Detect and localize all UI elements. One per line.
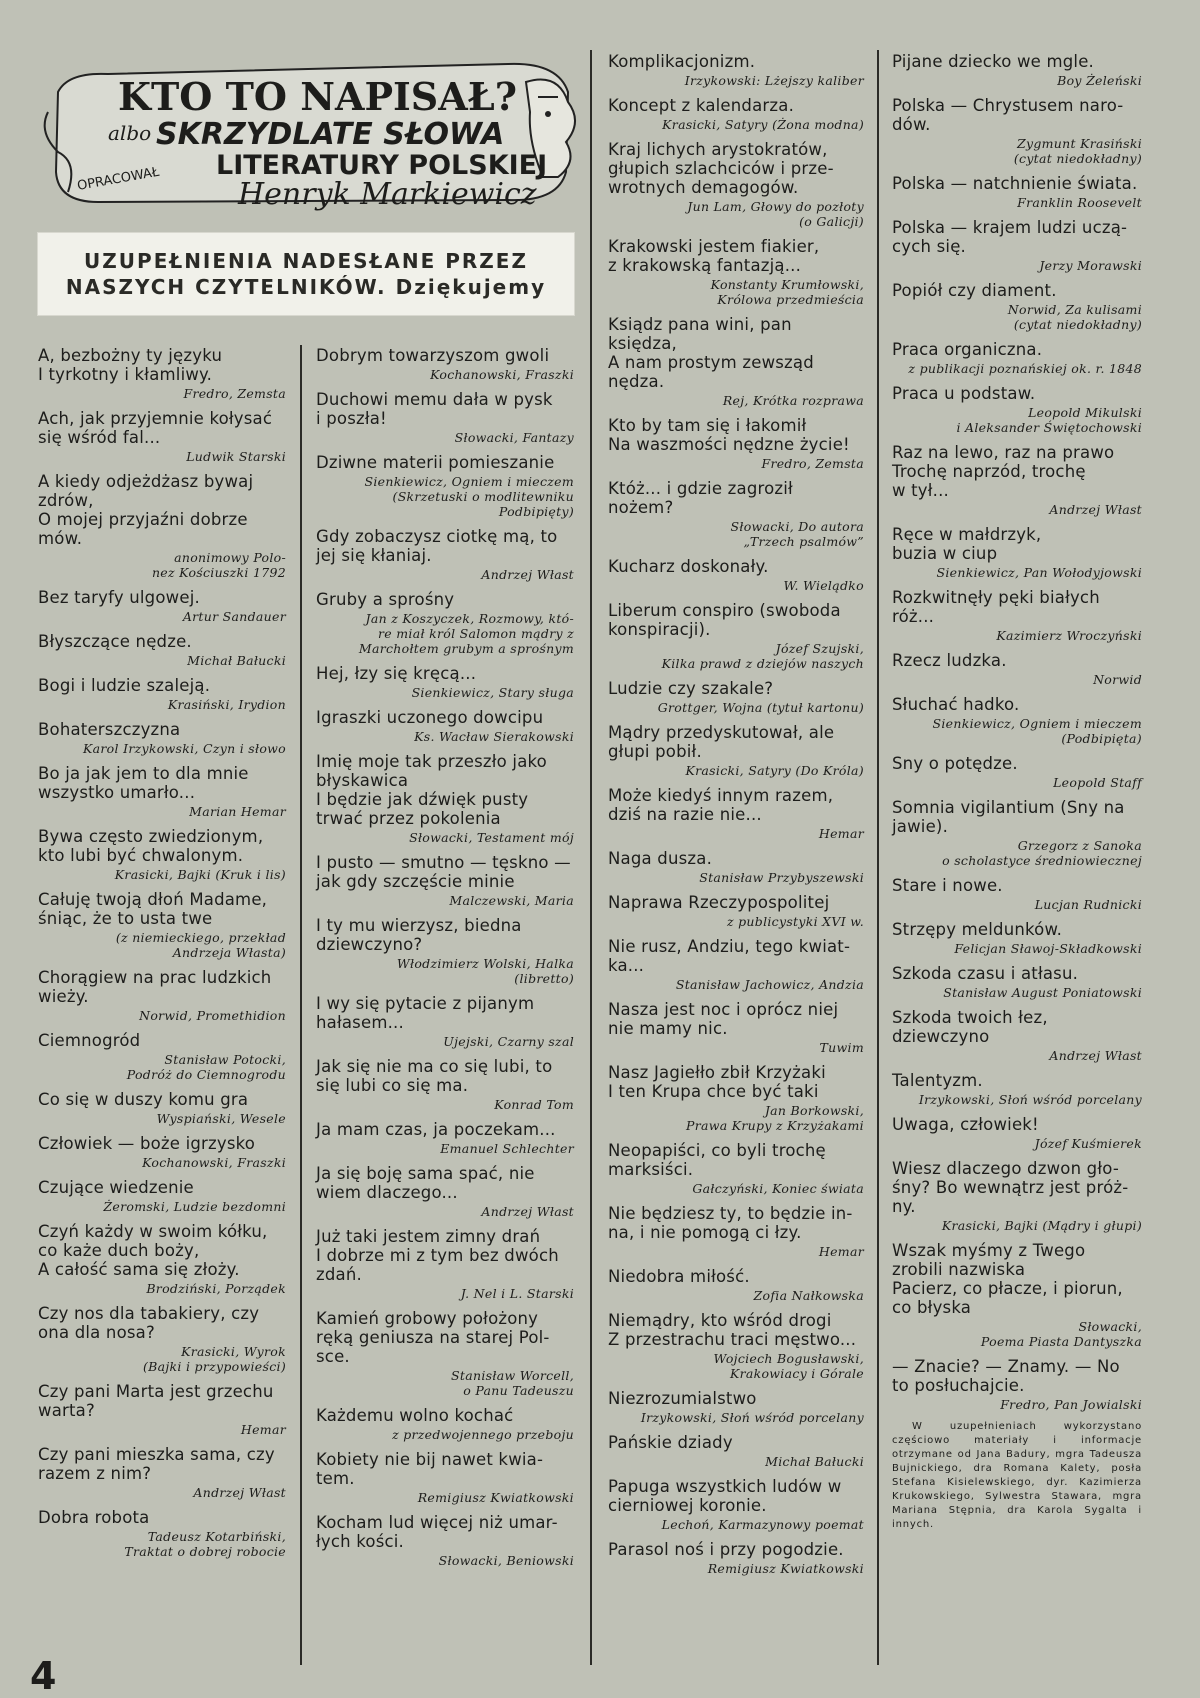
quote-attribution: Sienkiewicz, Stary sługa [411,685,574,700]
quote-text: A, bezbożny ty języku I tyrkotny i kłamliwy. [38,346,223,384]
quote-entry [316,1120,574,1156]
quote-attribution: Malczewski, Maria [449,893,574,908]
quote-entry [608,1000,864,1055]
column-4 [892,52,1142,1532]
quote-attribution: Fredro, Zemsta [761,456,864,471]
quote-text: Niemądry, kto wśród drogi Z przestrachu traci męstwo... [608,1311,857,1349]
quote-attribution: W. Wielądko [783,578,864,593]
quote-entry [892,798,1142,868]
quote-entry [892,443,1142,517]
quote-attribution: Andrzej Włast [1049,502,1142,517]
quote-attribution: Ludwik Starski [186,449,286,464]
quote-text: Hej, łzy się kręcą... [316,664,477,683]
quote-entry [316,1450,574,1505]
quote-text: Błyszczące nędze. [38,632,192,651]
quote-attribution: Krasicki, Bajki (Mądry i głupi) [941,1218,1142,1233]
quote-entry [38,1090,286,1126]
quote-entry [608,893,864,929]
quote-attribution: Stanisław Jachowicz, Andzia [675,977,864,992]
quote-entry [608,1267,864,1303]
quote-attribution: Andrzej Włast [481,567,574,582]
quote-entry [892,340,1142,376]
quote-entry [608,1063,864,1133]
quote-text: I wy się pytacie z pijanym hałasem... [316,994,535,1032]
quote-entry [892,96,1142,166]
notice-line1: UZUPEŁNIENIA NADESŁANE PRZEZ [84,249,528,273]
quote-entry [608,849,864,885]
quote-entry [38,1134,286,1170]
supplement-notice [38,233,574,315]
quote-text: Może kiedyś innym razem, dziś na razie nie... [608,786,834,824]
quote-text: Nie będziesz ty, to będzie in- na, i nie pomogą ci łzy. [608,1204,853,1242]
quote-attribution: Konstanty Krumłowski, Królowa przedmieścia [710,277,864,307]
quote-text: Czujące wiedzenie [38,1178,194,1197]
quote-entry [316,390,574,445]
quote-entry [608,140,864,229]
column-rule [590,50,592,1665]
quote-attribution: Hemar [818,826,864,841]
title-line3: LITERATURY POLSKIEJ [216,150,548,181]
quote-entry [892,1357,1142,1412]
notice-line2: NASZYCH CZYTELNIKÓW. Dziękujemy [65,275,547,299]
quote-text: Parasol noś i przy pogodzie. [608,1540,844,1559]
quote-entry [38,1304,286,1374]
quote-attribution: Słowacki, Fantazy [454,430,574,445]
quote-attribution: anonimowy Polo- nez Kościuszki 1792 [151,550,286,580]
quote-text: Ja się boję sama spać, nie wiem dlaczego... [316,1164,535,1202]
quote-text: Kto by tam się i łakomił Na waszmości nędzne życie! [608,416,850,454]
quote-text: Szkoda czasu i atłasu. [892,964,1079,983]
quote-text: Bo ja jak jem to dla mnie wszystko umarło... [38,764,249,802]
quote-text: Rozkwitnęły pęki białych róż... [892,588,1100,626]
quote-entry [608,1389,864,1425]
quote-attribution: Ks. Wacław Sierakowski [414,729,574,744]
quote-text: Pijane dziecko we mgle. [892,52,1094,71]
quote-text: Bogi i ludzie szaleją. [38,676,211,695]
quote-attribution: Krasicki, Satyry (Do Króla) [685,763,864,778]
quote-entry [38,890,286,960]
quote-entry [316,1513,574,1568]
quote-attribution: Sienkiewicz, Pan Wołodyjowski [936,565,1142,580]
quote-attribution: Zygmunt Krasiński (cytat niedokładny) [1013,136,1142,166]
quote-text: Naga dusza. [608,849,713,868]
quote-entry [316,994,574,1049]
quote-text: Gdy zobaczysz ciotkę mą, to jej się kłaniaj. [316,527,558,565]
quote-attribution: Hemar [818,1244,864,1259]
quote-attribution: z publikacji poznańskiej ok. r. 1848 [908,361,1142,376]
quote-entry [316,752,574,845]
quote-text: Liberum conspiro (swoboda konspiracji). [608,601,841,639]
quote-text: Polska — natchnienie świata. [892,174,1138,193]
quote-attribution: Krasicki, Satyry (Żona modna) [662,117,864,132]
quote-entry [892,964,1142,1000]
quote-text: Talentyzm. [892,1071,983,1090]
quote-text: Chorągiew na prac ludzkich wieży. [38,968,272,1006]
quote-entry [38,827,286,882]
quote-text: Polska — krajem ludzi uczą- cych się. [892,218,1128,256]
quote-entry [608,1433,864,1469]
quote-text: Wiesz dlaczego dzwon gło- śny? Bo wewnątrz jest próż- ny. [892,1159,1129,1216]
quote-text: Ach, jak przyjemnie kołysać się wśród fal... [38,409,273,447]
quote-attribution: Brodziński, Porządek [146,1281,286,1296]
quote-attribution: Grzegorz z Sanoka o scholastyce średniowiecznej [942,838,1142,868]
quote-entry [608,679,864,715]
quote-entry [892,651,1142,687]
quote-attribution: Felicjan Sławoj-Składkowski [954,941,1142,956]
quote-text: Któż... i gdzie zagroził nożem? [608,479,793,517]
quote-attribution: Irzykowski, Słoń wśród porcelany [640,1410,864,1425]
quote-entry [38,632,286,668]
column-2 [316,346,574,1576]
quote-text: Raz na lewo, raz na prawo Trochę naprzód, trochę w tył... [892,443,1115,500]
quote-text: Komplikacjonizm. [608,52,756,71]
quote-text: Człowiek — boże igrzysko [38,1134,256,1153]
quote-attribution: Ujejski, Czarny szal [443,1034,574,1049]
quote-entry [892,525,1142,580]
quote-text: Nasz Jagiełło zbił Krzyżaki I ten Krupa chce być taki [608,1063,826,1101]
quote-attribution: Konrad Tom [494,1097,574,1112]
quote-entry [608,1311,864,1381]
quote-text: Nasza jest noc i oprócz niej nie mamy nic. [608,1000,839,1038]
quote-text: Szkoda twoich łez, dziewczyno [892,1008,1048,1046]
quote-entry [38,676,286,712]
quote-entry [892,52,1142,88]
quote-text: Gruby a sprośny [316,590,455,609]
quote-text: Papuga wszystkich ludów w cierniowej koronie. [608,1477,842,1515]
quote-entry [316,708,574,744]
quote-attribution: Norwid, Promethidion [139,1008,286,1023]
quote-entry [38,1445,286,1500]
quote-entry [892,1008,1142,1063]
title-albo: albo [108,121,152,145]
quote-attribution: Stanisław August Poniatowski [943,985,1142,1000]
quote-text: Kucharz doskonały. [608,557,769,576]
quote-text: — Znacie? — Znamy. — No to posłuchajcie. [892,1357,1120,1395]
quote-attribution: Michał Bałucki [187,653,286,668]
quote-text: Wszak myśmy z Twego zrobili nazwiska Pacierz, co płacze, i piorun, co błyska [892,1241,1123,1317]
quote-entry [892,1071,1142,1107]
quote-entry [892,1241,1142,1349]
quote-attribution: z publicystyki XVI w. [726,914,864,929]
quote-text: Duchowi memu dała w pysk i poszła! [316,390,553,428]
quote-entry [316,1227,574,1301]
quote-text: Całuję twoją dłoń Madame, śniąc, że to usta twe [38,890,268,928]
quote-attribution: Karol Irzykowski, Czyn i słowo [83,741,286,756]
quote-text: Czy nos dla tabakiery, czy ona dla nosa? [38,1304,260,1342]
quote-text: Sny o potędze. [892,754,1018,773]
quote-entry [38,968,286,1023]
quote-attribution: Lucjan Rudnicki [1034,897,1142,912]
quote-text: Nie rusz, Andziu, tego kwiat- ka... [608,937,851,975]
quote-text: A kiedy odjeżdżasz bywaj zdrów, O mojej przyjaźni dobrze mów. [38,472,254,548]
quote-attribution: Jan z Koszyczek, Rozmowy, któ- re miał król Salomon mądry z Marchołtem grubym a sprośnym [358,611,574,656]
quote-text: Czyń każdy w swoim kółku, co każe duch boży, A całość sama się złoży. [38,1222,268,1279]
quote-text: Bez taryfy ulgowej. [38,588,200,607]
quote-entry [892,384,1142,435]
quote-attribution: Stanisław Przybyszewski [699,870,864,885]
quote-attribution: Remigiusz Kwiatkowski [707,1561,864,1576]
quote-attribution: Marian Hemar [189,804,286,819]
quote-entry [608,1141,864,1196]
column-rule [877,50,879,1665]
quote-entry [892,920,1142,956]
quote-attribution: Irzykowski: Lżejszy kaliber [684,73,864,88]
quote-attribution: Fredro, Pan Jowialski [1000,1397,1142,1412]
quote-attribution: Hemar [240,1422,286,1437]
credit-label: OPRACOWAŁ [76,164,161,194]
quote-text: Ręce w małdrzyk, buzia w ciup [892,525,1042,563]
quote-entry [608,1477,864,1532]
quote-attribution: Remigiusz Kwiatkowski [417,1490,574,1505]
quote-text: Kobiety nie bij nawet kwia- tem. [316,1450,544,1488]
quote-text: Igraszki uczonego dowcipu [316,708,544,727]
quote-text: Już taki jestem zimny drań I dobrze mi z tym bez dwóch zdań. [316,1227,559,1284]
quote-entry [316,453,574,519]
quote-entry [892,281,1142,332]
quote-text: Ciemnogród [38,1031,141,1050]
quote-attribution: Andrzej Włast [481,1204,574,1219]
quote-attribution: Słowacki, Testament mój [409,830,574,845]
quote-text: I ty mu wierzysz, biedna dziewczyno? [316,916,522,954]
quote-attribution: Jun Lam, Głowy do pozłoty (o Galicji) [687,199,864,229]
quote-entry [892,695,1142,746]
quote-attribution: Leopold Mikulski i Aleksander Świętochowski [956,405,1142,435]
quote-attribution: Kochanowski, Fraszki [430,367,574,382]
quote-attribution: J. Nel i L. Starski [460,1286,574,1301]
quote-entry [38,409,286,464]
quote-attribution: Słowacki, Do autora „Trzech psalmów” [730,519,864,549]
quote-attribution: Irzykowski, Słoń wśród porcelany [918,1092,1142,1107]
quote-text: Kamień grobowy położony ręką geniusza na starej Pol- sce. [316,1309,550,1366]
quote-entry [38,1382,286,1437]
quote-entry [892,1115,1142,1151]
quote-text: Niedobra miłość. [608,1267,750,1286]
quote-entry [38,1178,286,1214]
quote-entry [608,601,864,671]
quote-attribution: Stanisław Worcell, o Panu Tadeuszu [451,1368,574,1398]
quote-attribution: Zofia Nałkowska [753,1288,864,1303]
quote-entry [38,1508,286,1559]
quote-text: Bywa często zwiedzionym, kto lubi być chwalonym. [38,827,264,865]
quote-text: Neopapiści, co byli trochę marksiści. [608,1141,826,1179]
quote-text: Czy pani Marta jest grzechu warta? [38,1382,274,1420]
quote-entry [608,557,864,593]
quote-text: Każdemu wolno kochać [316,1406,514,1425]
quote-entry [38,720,286,756]
quote-attribution: Jerzy Morawski [1039,258,1142,273]
quote-attribution: Stanisław Potocki, Podróż do Ciemnogrodu [126,1052,286,1082]
quote-attribution: Jan Borkowski, Prawa Krupy z Krzyżakami [685,1103,864,1133]
quote-entry [892,588,1142,643]
quote-attribution: Wyspiański, Wesele [156,1111,286,1126]
column-rule [300,345,302,1665]
quote-entry [38,764,286,819]
header-banner [38,52,586,212]
quote-attribution: Wojciech Bogusławski, Krakowiacy i Górale [713,1351,864,1381]
quote-attribution: Andrzej Włast [193,1485,286,1500]
quote-attribution: Józef Szujski, Kilka prawd z dziejów naszych [661,641,864,671]
quote-text: Praca u podstaw. [892,384,1036,403]
quote-attribution: Słowacki, Beniowski [438,1553,574,1568]
quote-text: Koncept z kalendarza. [608,96,795,115]
quote-entry [892,218,1142,273]
quote-attribution: Tadeusz Kotarbiński, Traktat o dobrej robocie [124,1529,286,1559]
quote-text: Imię moje tak przeszło jako błyskawica I będzie jak dźwięk pusty trwać przez pokolenia [316,752,547,828]
author-signature: Henryk Markiewicz [238,177,537,212]
quote-attribution: Słowacki, Poema Piasta Dantyszka [980,1319,1142,1349]
quote-attribution: Andrzej Włast [1049,1048,1142,1063]
quote-attribution: Grottger, Wojna (tytuł kartonu) [657,700,864,715]
title-line2: SKRZYDLATE SŁOWA [156,117,505,152]
acknowledgement-note: W uzupełnieniach wykorzystano częściowo materiały i informacje otrzymane od Jana Badury, mgra Tadeusza Bujnickiego, dra Romana Kalety, posła Stefana Kisielewskiego, dyr. Kazimierza Krukowskiego, Sylwestra Stawara, mgra Mariana Stępnia, dra Karola Sygalta i innych. [892,1421,1142,1530]
quote-attribution: Józef Kuśmierek [1034,1136,1142,1151]
quote-attribution: Sienkiewicz, Ogniem i mieczem (Skrzetuski o modlitewniku Podbipięty) [364,474,574,519]
quote-text: Kocham lud więcej niż umar- łych kości. [316,1513,558,1551]
quote-attribution: Leopold Staff [1053,775,1142,790]
quote-entry [608,937,864,992]
quote-text: Dobra robota [38,1508,150,1527]
quote-text: Bohaterszczyzna [38,720,181,739]
quote-entry [38,588,286,624]
quote-entry [608,96,864,132]
quote-entry [316,346,574,382]
quote-entry [38,1031,286,1082]
quote-entry [316,1406,574,1442]
quote-entry [608,723,864,778]
quote-text: Co się w duszy komu gra [38,1090,249,1109]
quote-text: Naprawa Rzeczypospolitej [608,893,830,912]
column-3 [608,52,864,1584]
quote-text: Ludzie czy szakale? [608,679,774,698]
quote-entry [892,876,1142,912]
quote-entry [38,1222,286,1296]
quote-entry [608,52,864,88]
quote-text: Dobrym towarzyszom gwoli [316,346,550,365]
quote-attribution: Emanuel Schlechter [440,1141,574,1156]
quote-text: Stare i nowe. [892,876,1003,895]
quote-entry [892,1159,1142,1233]
quote-entry [608,237,864,307]
quote-entry [316,590,574,656]
title-line1: KTO TO NAPISAŁ? [118,74,517,119]
quote-text: Krakowski jestem fiakier, z krakowską fantazją... [608,237,820,275]
quote-entry [316,527,574,582]
quote-attribution: Fredro, Zemsta [183,386,286,401]
quote-entry [608,479,864,549]
quote-text: I pusto — smutno — tęskno — jak gdy szczęście minie [316,853,571,891]
quote-attribution: Boy Żeleński [1057,73,1142,88]
quote-entry [608,315,864,408]
quote-text: Rzecz ludzka. [892,651,1007,670]
quote-text: Kraj lichych arystokratów, głupich szlachciców i prze- wrotnych demagogów. [608,140,834,197]
quote-attribution: Gałczyński, Koniec świata [692,1181,864,1196]
quote-attribution: Norwid [1093,672,1142,687]
quote-text: Ja mam czas, ja poczekam... [316,1120,556,1139]
quote-entry [316,916,574,986]
quote-text: Słuchać hadko. [892,695,1020,714]
quote-entry [316,1057,574,1112]
quote-attribution: Tuwim [819,1040,864,1055]
quote-text: Uwaga, człowiek! [892,1115,1039,1134]
quote-entry [608,1204,864,1259]
quote-entry [316,1309,574,1398]
quote-text: Czy pani mieszka sama, czy razem z nim? [38,1445,275,1483]
quote-attribution: Krasicki, Wyrok (Bajki i przypowieści) [142,1344,286,1374]
quote-text: Pańskie dziady [608,1433,733,1452]
quote-entry [316,853,574,908]
quote-attribution: Kochanowski, Fraszki [142,1155,286,1170]
quote-text: Ksiądz pana wini, pan księdza, A nam prostym zewsząd nędza. [608,315,814,391]
quote-attribution: Sienkiewicz, Ogniem i mieczem (Podbipięta) [932,716,1142,746]
quote-attribution: Włodzimierz Wolski, Halka (libretto) [396,956,574,986]
quote-text: Dziwne materii pomieszanie [316,453,555,472]
quote-attribution: Kazimierz Wroczyński [996,628,1142,643]
column-1 [38,346,286,1567]
quote-text: Polska — Chrystusem naro- dów. [892,96,1124,134]
quote-entry [316,664,574,700]
quote-entry [38,472,286,580]
quote-attribution: Rej, Krótka rozprawa [722,393,864,408]
quote-text: Praca organiczna. [892,340,1043,359]
quote-entry [608,416,864,471]
quote-entry [892,754,1142,790]
quote-entry [316,1164,574,1219]
quote-attribution: Michał Bałucki [765,1454,864,1469]
quote-text: Jak się nie ma co się lubi, to się lubi co się ma. [316,1057,553,1095]
quote-text: Somnia vigilantium (Sny na jawie). [892,798,1125,836]
quote-attribution: Franklin Roosevelt [1017,195,1142,210]
quote-entry [608,1540,864,1576]
quote-attribution: Lechoń, Karmazynowy poemat [661,1517,864,1532]
quote-attribution: Żeromski, Ludzie bezdomni [103,1199,286,1214]
quote-text: Popiół czy diament. [892,281,1057,300]
quote-attribution: Krasicki, Bajki (Kruk i lis) [114,867,286,882]
page-number: 4 [30,1654,57,1698]
quote-text: Mądry przedyskutował, ale głupi pobił. [608,723,835,761]
quote-attribution: Krasiński, Irydion [167,697,286,712]
quote-attribution: (z niemieckiego, przekład Andrzeja Własta) [115,930,286,960]
quote-text: Strzępy meldunków. [892,920,1063,939]
quote-text: Niezrozumialstwo [608,1389,757,1408]
quote-attribution: z przedwojennego przeboju [392,1427,574,1442]
quote-entry [608,786,864,841]
quote-attribution: Norwid, Za kulisami (cytat niedokładny) [1007,302,1142,332]
quote-attribution: Artur Sandauer [182,609,286,624]
quote-entry [38,346,286,401]
quote-entry [892,174,1142,210]
